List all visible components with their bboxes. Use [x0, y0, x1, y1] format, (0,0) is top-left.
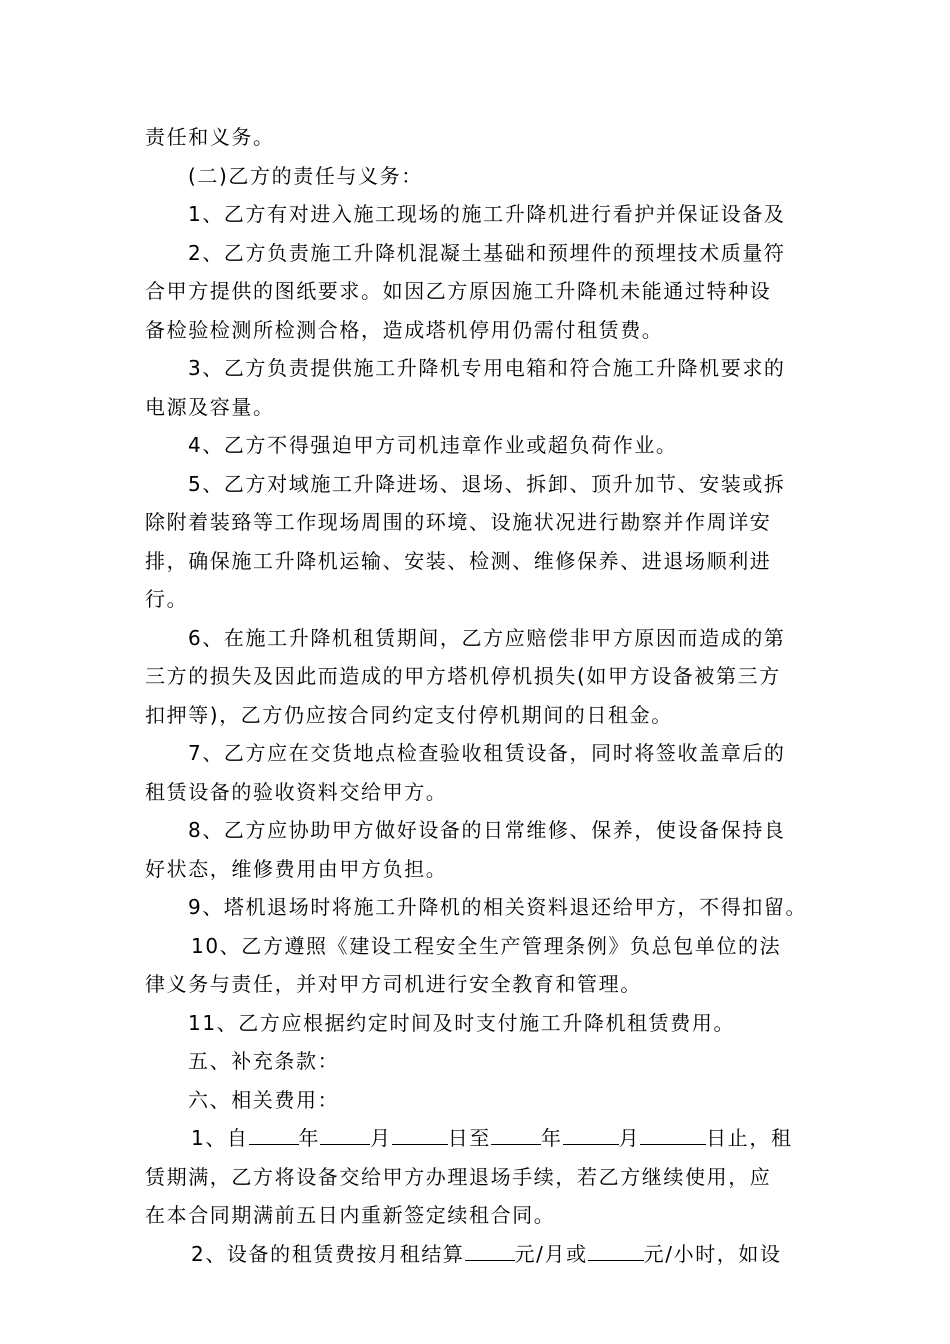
- clause-2: 2、乙方负责施工升降机混凝土基础和预埋件的预埋技术质量符: [188, 240, 786, 265]
- paragraph-line: 合甲方提供的图纸要求。如因乙方原因施工升降机未能通过特种设: [145, 279, 772, 303]
- clause-8: 8、乙方应协助甲方做好设备的日常维修、保养，使设备保持良: [188, 818, 786, 842]
- monthly-fee-blank[interactable]: [465, 1236, 515, 1261]
- paragraph-line: 除附着装臵等工作现场周围的环境、设施状况进行勘察并作周详安: [145, 510, 772, 534]
- monthly-fee-unit: 元/月或: [514, 1241, 588, 1266]
- start-year-blank[interactable]: [249, 1120, 299, 1145]
- clause-4: 4、乙方不得强迫甲方司机违章作业或超负荷作业。: [188, 433, 678, 457]
- paragraph-line: 在本合同期满前五日内重新签定续租合同。: [145, 1203, 556, 1227]
- rent-period-clause: [145, 1119, 810, 1158]
- start-day-label: 日至: [447, 1126, 491, 1150]
- clause-6: 6、在施工升降机租赁期间，乙方应赔偿非甲方原因而造成的第: [188, 625, 786, 650]
- section-heading: (二)乙方的责任与义务：: [188, 163, 423, 188]
- clause-9: 9、塔机退场时将施工升降机的相关资料退还给甲方，不得扣留。: [188, 895, 808, 919]
- clause-1: 1、乙方有对进入施工现场的施工升降机进行看护并保证设备及: [188, 202, 786, 226]
- hourly-fee-blank[interactable]: [588, 1236, 644, 1261]
- clause-11: 11、乙方应根据约定时间及时支付施工升降机租赁费用。: [188, 1010, 736, 1035]
- paragraph-line: 行。: [145, 587, 189, 611]
- start-year-label: 年: [298, 1126, 321, 1150]
- paragraph-line: 责任和义务。: [145, 125, 275, 149]
- section-5-heading: 五、补充条款：: [188, 1049, 340, 1073]
- paragraph-line: 备检验检测所检测合格，造成塔机停用仍需付租赁费。: [145, 317, 664, 342]
- section-6-heading: 六、相关费用：: [188, 1087, 340, 1112]
- clause-10: 10、乙方遵照《建设工程安全生产管理条例》负总包单位的法: [191, 933, 782, 958]
- rent-period-prefix: 1、自: [191, 1126, 249, 1150]
- paragraph-line: 三方的损失及因此而造成的甲方塔机停机损失(如甲方设备被第三方: [145, 664, 781, 688]
- paragraph-line: 排，确保施工升降机运输、安装、检测、维修保养、进退场顺利进: [145, 548, 772, 573]
- start-month-label: 月: [370, 1126, 392, 1150]
- hourly-fee-unit: 元/小时，如设: [643, 1241, 782, 1266]
- paragraph-line: 好状态，维修费用由甲方负担。: [145, 856, 448, 881]
- document-page: [145, 118, 810, 1273]
- clause-7: 7、乙方应在交货地点检查验收租赁设备，同时将签收盖章后的: [188, 741, 786, 765]
- clause-5: 5、乙方对域施工升降进场、退场、拆卸、顶升加节、安装或拆: [188, 471, 786, 496]
- end-year-label: 年: [540, 1126, 563, 1150]
- end-day-label: 日止，租: [706, 1126, 793, 1150]
- end-month-label: 月: [618, 1126, 641, 1150]
- paragraph-line: 律义务与责任，并对甲方司机进行安全教育和管理。: [145, 972, 642, 996]
- clause-3: 3、乙方负责提供施工升降机专用电箱和符合施工升降机要求的: [188, 356, 786, 380]
- start-month-blank[interactable]: [320, 1120, 370, 1145]
- paragraph-line: 扣押等)，乙方仍应按合同约定支付停机期间的日租金。: [145, 702, 673, 727]
- start-day-blank[interactable]: [392, 1120, 448, 1145]
- rent-fee-clause: [145, 1235, 810, 1274]
- end-year-blank[interactable]: [491, 1120, 541, 1145]
- end-month-blank[interactable]: [563, 1120, 619, 1145]
- rent-fee-prefix: 2、设备的租赁费按月租结算: [191, 1241, 465, 1266]
- paragraph-line: 电源及容量。: [145, 394, 275, 419]
- paragraph-line: 赁期满，乙方将设备交给甲方办理退场手续，若乙方继续使用，应: [145, 1164, 772, 1189]
- end-day-blank[interactable]: [640, 1120, 706, 1145]
- paragraph-line: 租赁设备的验收资料交给甲方。: [145, 779, 448, 804]
